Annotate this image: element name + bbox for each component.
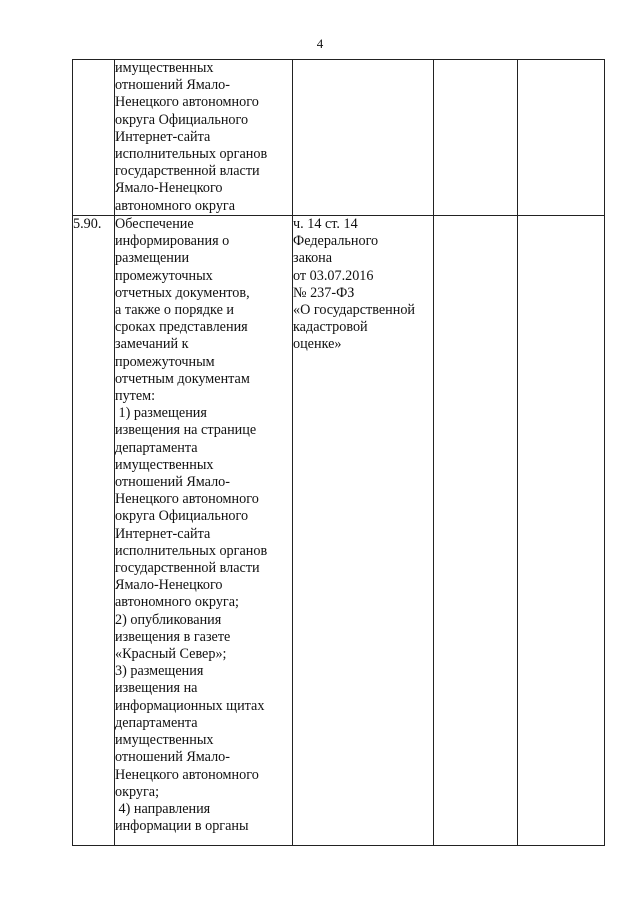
empty-column-5-cell: [518, 216, 605, 846]
item-number: 5.90.: [73, 216, 102, 232]
item-number-cell: [73, 216, 115, 846]
item-description-cell: [115, 216, 293, 846]
empty-column-4-cell: [434, 60, 518, 216]
item-description: Обеспечение информирования о размещении промежуточных отчетных документов, а также о порядке и сроках представления замечаний к промежуточным отчетным документам путем: 1) размещения извещения на странице департамента имущественных отношений Ямало- Ненецкого автономного округа Официального Интернет-сайта исполнительных органов государственной власти Ямало-Ненецкого автономного округа; 2) опубликования извещения в газете «Красный Север»; 3) размещения извещения на информационных щитах департамента имущественных отношений Ямало- Ненецкого автономного округа; 4) направления информации в органы: [115, 216, 268, 835]
regulation-table: [72, 59, 605, 846]
item-number-cell: [73, 60, 115, 216]
item-description-cell: [115, 60, 293, 216]
legal-basis-cell: [293, 216, 434, 846]
page-number: 4: [316, 36, 324, 51]
item-description: имущественных отношений Ямало- Ненецкого автономного округа Официального Интернет-сайта исполнительных органов государственной власти Ямало-Ненецкого автономного округа: [115, 60, 268, 214]
empty-column-5-cell: [518, 60, 605, 216]
legal-basis: ч. 14 ст. 14 Федерального закона от 03.07.2016 № 237-ФЗ «О государственной кадастровой оценке»: [293, 216, 415, 353]
empty-column-4-cell: [434, 216, 518, 846]
legal-basis-cell: [293, 60, 434, 216]
table-row: [73, 216, 605, 846]
table-row: [73, 60, 605, 216]
